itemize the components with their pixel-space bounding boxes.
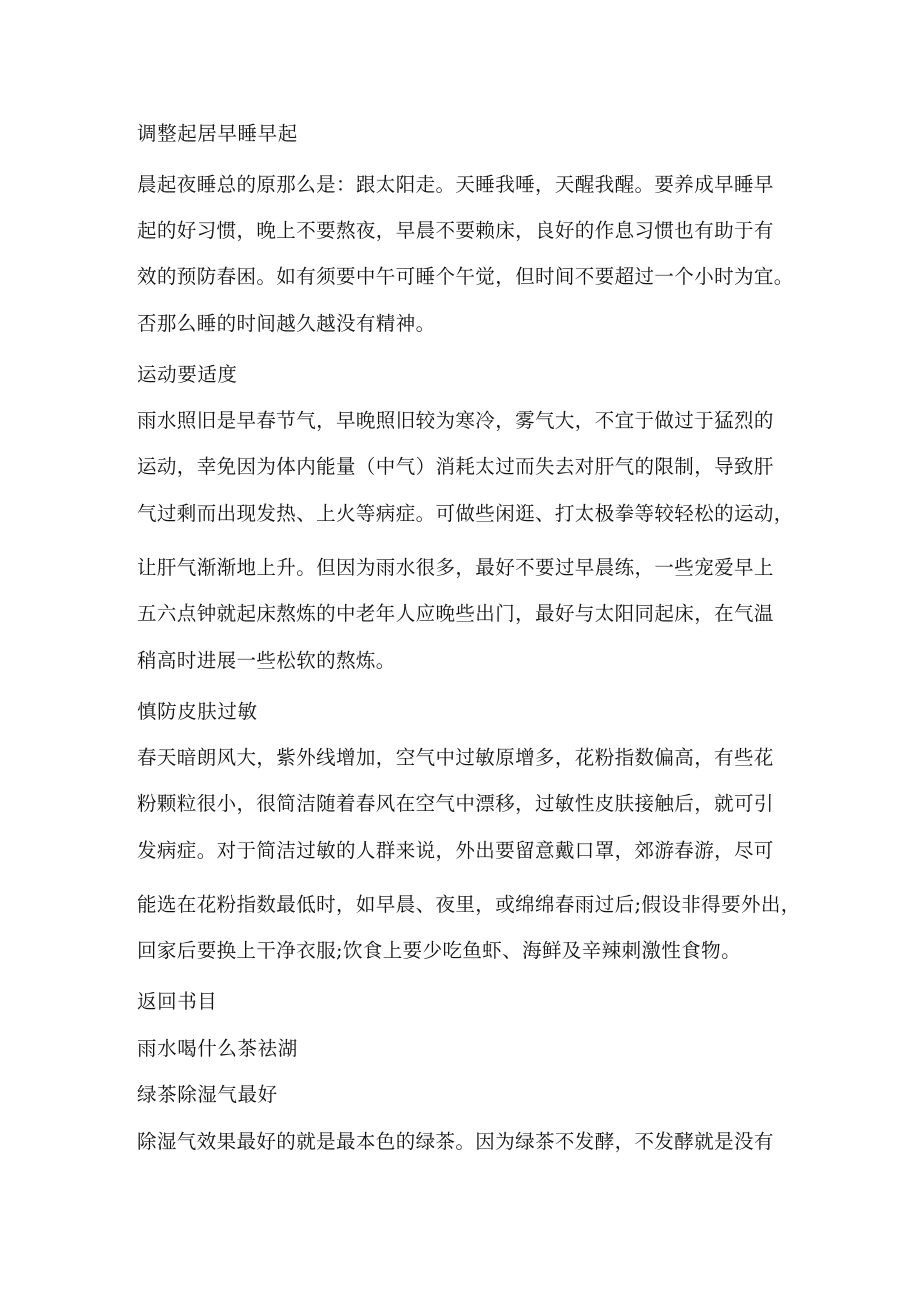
paragraph-line: 除湿气效果最好的就是最本色的绿茶。因为绿茶不发酵，不发酵就是没有 <box>137 1130 774 1153</box>
paragraph-line: 能选在花粉指数最低时，如早晨、夜里，或绵绵春雨过后;假设非得要外出， <box>137 893 801 916</box>
section-heading-green-tea: 绿茶除湿气最好 <box>137 1083 278 1106</box>
paragraph-line: 否那么睡的时间越久越没有精神。 <box>137 312 436 335</box>
paragraph-line: 晨起夜睡总的原那么是：跟太阳走。天睡我唾，天醒我醒。要养成早睡早 <box>137 173 774 196</box>
paragraph-line: 运动，幸免因为体内能量（中气）消耗太过而失去对肝气的限制，导致肝 <box>137 455 774 478</box>
back-to-contents-heading: 返回书目 <box>137 990 218 1013</box>
section-heading-tea: 雨水喝什么茶祛湖 <box>137 1037 298 1060</box>
paragraph-line: 气过剩而出现发热、上火等病症。可做些闲逛、打太极拳等较轻松的运动， <box>137 502 794 525</box>
paragraph-line: 雨水照旧是早春节气，早晚照旧较为寒冷，雾气大，不宜于做过于猛烈的 <box>137 409 774 432</box>
paragraph-line: 回家后要换上干净衣服;饮食上要少吃鱼虾、海鲜及辛辣刺激性食物。 <box>137 939 741 962</box>
paragraph-line: 粉颗粒很小，很简洁随着春风在空气中漂移，过敏性皮肤接触后，就可引 <box>137 792 774 815</box>
paragraph-line: 稍高时进展一些松软的熬炼。 <box>137 649 396 672</box>
paragraph-line: 五六点钟就起床熬炼的中老年人应晚些出门，最好与太阳同起床，在气温 <box>137 602 774 625</box>
paragraph-line: 效的预防春困。如有须要中午可睡个午觉，但时间不要超过一个小时为宜。 <box>137 265 794 288</box>
section-heading-skin: 慎防皮肤过敏 <box>137 700 258 723</box>
paragraph-line: 发病症。对于简洁过敏的人群来说，外出要留意戴口罩，郊游春游，尽可 <box>137 839 774 862</box>
section-heading-sleep: 调整起居早睡早起 <box>137 122 298 145</box>
paragraph-line: 春天暗朗风大，紫外线增加，空气中过敏原增多，花粉指数偏高，有些花 <box>137 746 774 769</box>
paragraph-line: 让肝气渐渐地上升。但因为雨水很多，最好不要过早晨练，一些宠爱早上 <box>137 556 774 579</box>
paragraph-line: 起的好习惯，晚上不要熬夜，早晨不要赖床，良好的作息习惯也有助于有 <box>137 219 774 242</box>
section-heading-exercise: 运动要适度 <box>137 363 238 386</box>
